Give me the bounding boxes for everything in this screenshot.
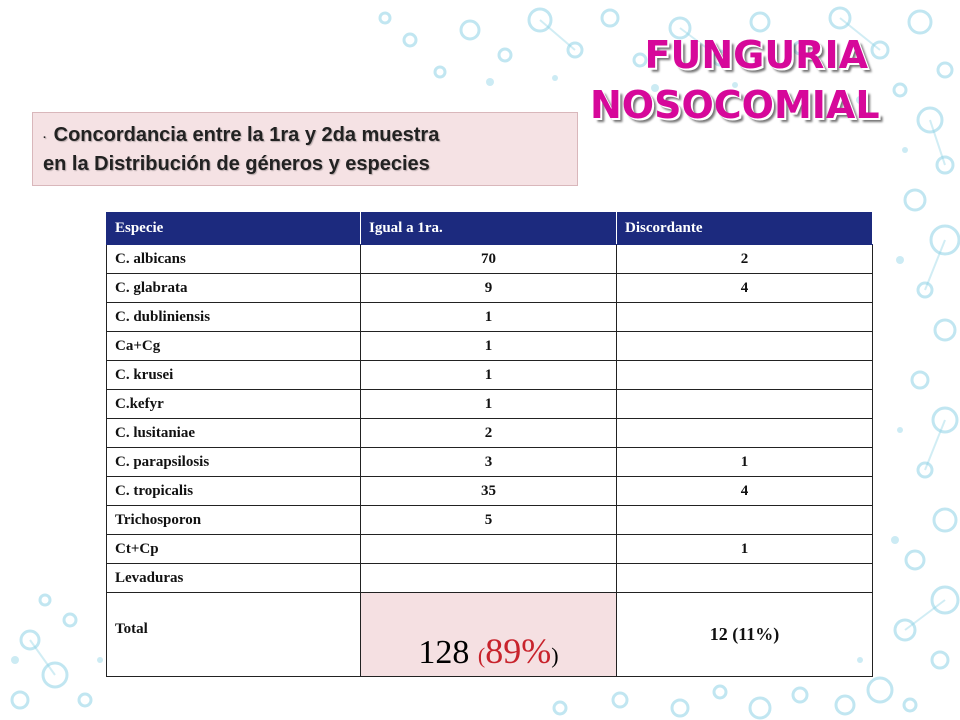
- igual-value: 9: [361, 274, 617, 303]
- species-name: C. krusei: [107, 361, 361, 390]
- discordante-value: [617, 564, 873, 593]
- species-name: C. parapsilosis: [107, 448, 361, 477]
- discordante-value: 1: [617, 535, 873, 564]
- slide-title-line2: NOSOCOMIAL: [590, 83, 880, 127]
- table-row: [107, 477, 873, 506]
- header-especie: Especie: [107, 213, 361, 245]
- table-row: [107, 535, 873, 564]
- total-igual-paren-open: (: [477, 643, 486, 668]
- discordante-value: 4: [617, 274, 873, 303]
- species-name: Ct+Cp: [107, 535, 361, 564]
- table-row: [107, 390, 873, 419]
- igual-value: 1: [361, 361, 617, 390]
- total-igual-value: 128: [418, 634, 470, 671]
- species-name: Ca+Cg: [107, 332, 361, 361]
- discordante-value: [617, 419, 873, 448]
- discordante-value: 1: [617, 448, 873, 477]
- header-discordante: Discordante: [617, 213, 873, 245]
- total-igual-cell: [361, 593, 617, 677]
- species-name: C. tropicalis: [107, 477, 361, 506]
- header-igual: Igual a 1ra.: [361, 213, 617, 245]
- table-row: [107, 332, 873, 361]
- discordante-value: [617, 390, 873, 419]
- total-igual-paren-close: ): [551, 643, 559, 668]
- igual-value: 70: [361, 245, 617, 274]
- table-row: [107, 361, 873, 390]
- table-row: [107, 419, 873, 448]
- discordante-value: [617, 361, 873, 390]
- igual-value: 1: [361, 390, 617, 419]
- igual-value: 35: [361, 477, 617, 506]
- discordante-value: [617, 303, 873, 332]
- discordante-value: 2: [617, 245, 873, 274]
- subtitle-line1: Concordancia entre la 1ra y 2da muestra: [53, 124, 440, 146]
- table-row: [107, 564, 873, 593]
- subtitle-bullet: .: [43, 129, 47, 142]
- species-name: C. glabrata: [107, 274, 361, 303]
- species-name: C. albicans: [107, 245, 361, 274]
- species-name: C. lusitaniae: [107, 419, 361, 448]
- species-name: Levaduras: [107, 564, 361, 593]
- discordante-value: 4: [617, 477, 873, 506]
- slide-title-line1: FUNGURIA: [644, 33, 868, 77]
- total-igual-percent: 89%: [485, 631, 552, 671]
- table-header-row: [107, 213, 873, 245]
- igual-value: 3: [361, 448, 617, 477]
- igual-value: [361, 564, 617, 593]
- total-label: Total: [107, 593, 361, 677]
- subtitle-box: [32, 112, 578, 186]
- table-row: [107, 245, 873, 274]
- species-name: Trichosporon: [107, 506, 361, 535]
- species-name: C.kefyr: [107, 390, 361, 419]
- table-row: [107, 303, 873, 332]
- slide-title: [590, 30, 890, 130]
- species-concordance-table: [106, 212, 873, 677]
- subtitle-line2: en la Distribución de géneros y especies: [43, 153, 430, 176]
- table-row: [107, 506, 873, 535]
- table-row: [107, 274, 873, 303]
- igual-value: 2: [361, 419, 617, 448]
- table-row: [107, 448, 873, 477]
- igual-value: [361, 535, 617, 564]
- table-total-row: [107, 593, 873, 677]
- igual-value: 1: [361, 332, 617, 361]
- species-name: C. dubliniensis: [107, 303, 361, 332]
- total-discordante: 12 (11%): [617, 593, 873, 677]
- discordante-value: [617, 332, 873, 361]
- igual-value: 5: [361, 506, 617, 535]
- igual-value: 1: [361, 303, 617, 332]
- discordante-value: [617, 506, 873, 535]
